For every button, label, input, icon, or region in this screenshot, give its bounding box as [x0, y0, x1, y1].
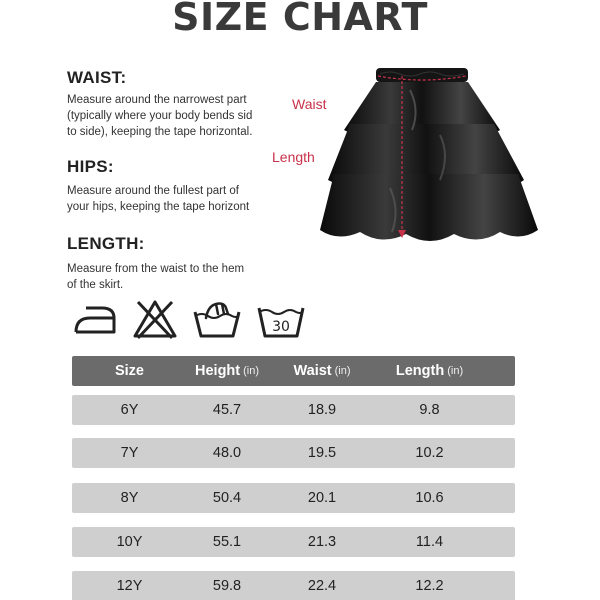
header-size: Size: [114, 363, 144, 379]
cell-waist: 21.3: [307, 534, 337, 550]
page-title: SIZE CHART: [172, 0, 428, 39]
skirt-diagram: [272, 60, 540, 260]
no-bleach-icon: [132, 298, 178, 340]
hand-wash-icon: [192, 298, 242, 340]
table-row: [72, 438, 515, 468]
cell-length: 12.2: [415, 578, 444, 594]
cell-size: 12Y: [116, 578, 143, 594]
length-line-1: Measure from the waist to the hem: [67, 263, 245, 275]
waist-line-2: (typically where your body bends sid: [67, 110, 253, 122]
skirt-image: [300, 60, 540, 260]
hips-line-1: Measure around the fullest part of: [67, 185, 239, 197]
hips-line-2: your hips, keeping the tape horizont: [67, 201, 250, 213]
cell-height: 45.7: [212, 402, 242, 418]
cell-height: 59.8: [212, 578, 242, 594]
hips-instructions: [67, 183, 267, 215]
header-height: Height (in): [195, 363, 259, 379]
waist-line-1: Measure around the narrowest part: [67, 94, 247, 106]
table-row: [72, 395, 515, 425]
cell-waist: 18.9: [307, 402, 337, 418]
cell-size: 6Y: [120, 402, 139, 418]
cell-size: 7Y: [120, 445, 139, 461]
length-heading: LENGTH:: [67, 234, 145, 253]
length-instructions: [67, 261, 267, 293]
header-length: Length (in): [395, 363, 464, 379]
waist-heading: WAIST:: [67, 68, 127, 87]
cell-waist: 20.1: [307, 490, 337, 506]
cell-size: 8Y: [120, 490, 139, 506]
wash-temp-label: 30: [272, 319, 290, 335]
hips-heading: HIPS:: [67, 157, 114, 176]
table-row: [72, 483, 515, 513]
header-waist: Waist (in): [293, 363, 351, 379]
care-icons: [72, 296, 312, 346]
cell-waist: 22.4: [307, 578, 337, 594]
cell-height: 50.4: [212, 490, 242, 506]
cell-length: 10.6: [415, 490, 444, 506]
wash-30-icon: [256, 298, 306, 340]
table-header-row: [72, 356, 515, 386]
waist-instructions: [67, 92, 267, 140]
iron-icon: [72, 300, 118, 340]
cell-length: 11.4: [415, 534, 444, 550]
length-diagram-label: Length: [272, 149, 315, 165]
table-row: [72, 571, 515, 600]
table-row: [72, 527, 515, 557]
waist-line-3: to side), keeping the tape horizontal.: [67, 126, 253, 138]
waist-diagram-label: Waist: [292, 96, 327, 112]
cell-size: 10Y: [116, 534, 143, 550]
cell-height: 55.1: [212, 534, 242, 550]
cell-waist: 19.5: [307, 445, 337, 461]
length-line-2: of the skirt.: [67, 279, 124, 291]
cell-height: 48.0: [212, 445, 242, 461]
cell-length: 10.2: [415, 445, 444, 461]
cell-length: 9.8: [419, 402, 440, 418]
